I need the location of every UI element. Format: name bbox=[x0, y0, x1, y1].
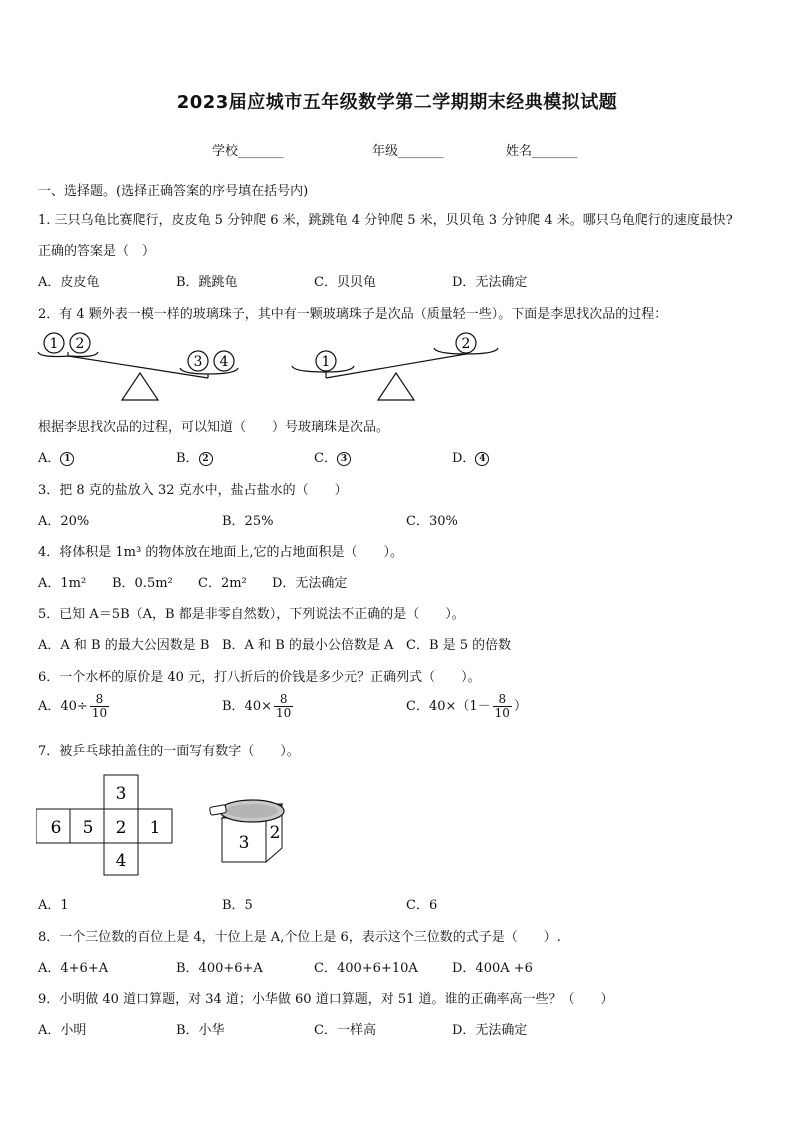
q6-option-c[interactable]: C．40×（1－ $\frac{8}{10}$ ） bbox=[406, 692, 527, 720]
q8-option-b[interactable]: B．400+6+A bbox=[176, 961, 263, 976]
q7-option-a[interactable]: A．1 bbox=[38, 898, 69, 913]
circled-four-icon: 4 bbox=[475, 452, 489, 466]
q2-option-c[interactable]: C． 3 bbox=[314, 447, 351, 466]
question-7: 7．被乒乓球拍盖住的一面写有数字（ ）。 bbox=[38, 744, 300, 759]
question-3: 3．把 8 克的盐放入 32 克水中，盐占盐水的（ ） bbox=[38, 483, 348, 498]
net-face-top: 3 bbox=[115, 784, 127, 804]
question-1-prompt: 正确的答案是（ ） bbox=[38, 244, 156, 259]
q4-option-d[interactable]: D．无法确定 bbox=[272, 576, 348, 591]
q4-option-b[interactable]: B．0.5m² bbox=[112, 576, 173, 591]
net-face-1: 1 bbox=[149, 818, 161, 838]
q6-option-a[interactable]: A．40÷ $\frac{8}{10}$ bbox=[38, 692, 108, 720]
net-face-2: 2 bbox=[115, 818, 127, 838]
q7-option-c[interactable]: C．6 bbox=[406, 898, 438, 913]
circled-three-icon: 3 bbox=[337, 452, 351, 466]
cube-side-face: 2 bbox=[269, 823, 281, 843]
q3-option-a[interactable]: A．20% bbox=[38, 514, 90, 529]
q8-option-c[interactable]: C．400+6+10A bbox=[314, 961, 418, 976]
q9-option-d[interactable]: D．无法确定 bbox=[452, 1023, 528, 1038]
question-2: 2．有 4 颗外表一模一样的玻璃珠子，其中有一颗玻璃珠子是次品（质量轻一些）。下面是李思找次品的过程： bbox=[38, 307, 668, 322]
balance-scales-figure bbox=[30, 326, 510, 404]
question-5: 5．已知 A＝5B（A，B 都是非零自然数），下列说法不正确的是（ ）。 bbox=[38, 607, 465, 622]
ball-1-label: 1 bbox=[49, 336, 59, 352]
grade-field[interactable]: 年级_______ bbox=[372, 144, 444, 159]
q4-option-a[interactable]: A．1m² bbox=[38, 576, 87, 591]
question-9: 9．小明做 40 道口算题，对 34 道；小华做 60 道口算题，对 51 道。谁的正确率高一些？（ ） bbox=[38, 992, 614, 1007]
q1-option-b[interactable]: B．跳跳龟 bbox=[176, 275, 238, 290]
q6-option-b[interactable]: B．40× $\frac{8}{10}$ bbox=[222, 692, 292, 720]
q1-option-d[interactable]: D．无法确定 bbox=[452, 275, 528, 290]
ball-4-label: 4 bbox=[219, 354, 229, 370]
cube-front-face: 3 bbox=[238, 833, 250, 853]
q3-option-b[interactable]: B．25% bbox=[222, 514, 274, 529]
q3-option-c[interactable]: C．30% bbox=[406, 514, 458, 529]
fraction-eight-tenths: $\frac{8}{10}$ bbox=[276, 692, 292, 720]
q9-option-b[interactable]: B．小华 bbox=[176, 1023, 225, 1038]
ball-2-second-label: 2 bbox=[461, 336, 471, 352]
name-field[interactable]: 姓名_______ bbox=[506, 144, 578, 159]
net-face-bottom: 4 bbox=[115, 851, 127, 871]
fraction-eight-tenths: $\frac{8}{10}$ bbox=[494, 692, 510, 720]
q8-option-a[interactable]: A．4+6+A bbox=[38, 961, 109, 976]
ball-1-second-label: 1 bbox=[321, 354, 331, 370]
question-4: 4．将体积是 1m³ 的物体放在地面上,它的占地面积是（ ）。 bbox=[38, 545, 403, 560]
section-heading: 一、选择题。(选择正确答案的序号填在括号内) bbox=[38, 184, 309, 199]
q1-option-c[interactable]: C．贝贝龟 bbox=[314, 275, 376, 290]
fraction-eight-tenths: $\frac{8}{10}$ bbox=[91, 692, 108, 720]
q7-option-b[interactable]: B．5 bbox=[222, 898, 253, 913]
q2-option-b[interactable]: B． 2 bbox=[176, 447, 213, 466]
page-title: 2023届应城市五年级数学第二学期期末经典模拟试题 bbox=[176, 92, 618, 113]
q5-option-b[interactable]: B．A 和 B 的最小公倍数是 A bbox=[222, 638, 394, 653]
q5-option-c[interactable]: C．B 是 5 的倍数 bbox=[406, 638, 512, 653]
question-2-prompt: 根据李思找次品的过程，可以知道（ ）号玻璃珠是次品。 bbox=[38, 420, 390, 435]
circled-two-icon: 2 bbox=[199, 452, 213, 466]
q8-option-d[interactable]: D．400A +6 bbox=[452, 961, 533, 976]
question-8: 8．一个三位数的百位上是 4，十位上是 A,个位上是 6，表示这个三位数的式子是（ ）. bbox=[38, 930, 561, 945]
q4-option-c[interactable]: C．2m² bbox=[198, 576, 247, 591]
q9-option-a[interactable]: A．小明 bbox=[38, 1023, 87, 1038]
ball-3-label: 3 bbox=[193, 354, 203, 370]
net-face-6: 6 bbox=[50, 818, 62, 838]
q2-option-d[interactable]: D． 4 bbox=[452, 447, 489, 466]
question-6: 6．一个水杯的原价是 40 元，打八折后的价钱是多少元？正确列式（ ）。 bbox=[38, 670, 481, 685]
ball-2-label: 2 bbox=[75, 336, 85, 352]
cube-net-figure bbox=[36, 774, 176, 876]
q9-option-c[interactable]: C．一样高 bbox=[314, 1023, 376, 1038]
circled-one-icon: 1 bbox=[60, 452, 74, 466]
covered-cube-figure bbox=[206, 796, 290, 866]
net-face-5: 5 bbox=[82, 818, 94, 838]
school-field[interactable]: 学校_______ bbox=[212, 144, 284, 159]
q1-option-a[interactable]: A．皮皮龟 bbox=[38, 275, 100, 290]
q5-option-a[interactable]: A．A 和 B 的最大公因数是 B bbox=[38, 638, 210, 653]
q2-option-a[interactable]: A． 1 bbox=[38, 447, 74, 466]
question-1: 1. 三只乌龟比赛爬行，皮皮龟 5 分钟爬 6 米，跳跳龟 4 分钟爬 5 米，贝贝龟 3 分钟爬 4 米。哪只乌龟爬行的速度最快? bbox=[38, 213, 733, 228]
